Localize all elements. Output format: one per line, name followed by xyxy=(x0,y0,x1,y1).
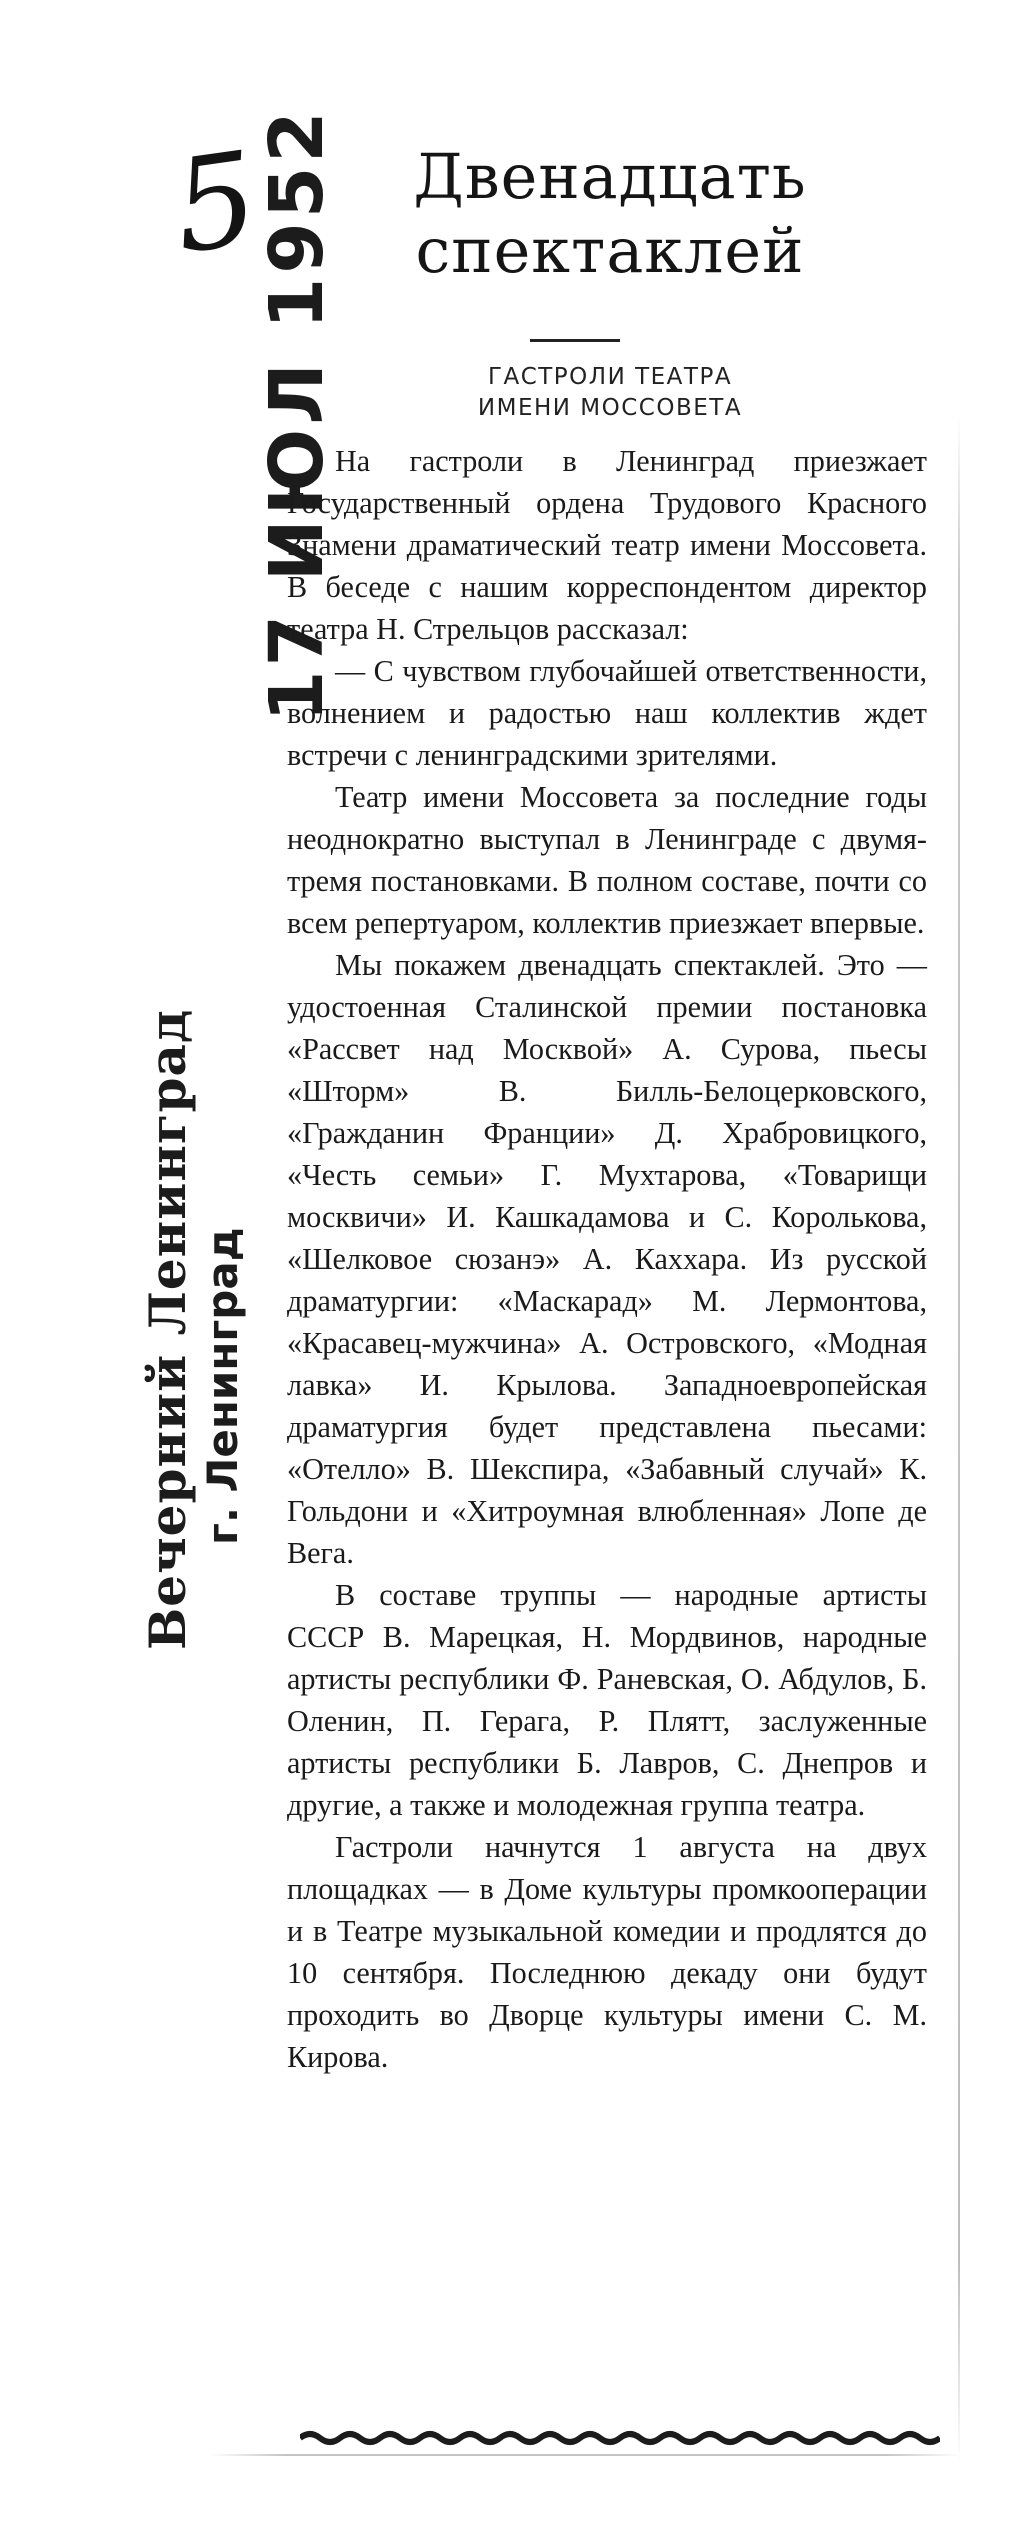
clipping-number: 5 xyxy=(164,124,267,283)
article-paragraph: Мы покажем двенадцать спектаклей. Это — удостоенная Сталинской премии постановка «Рассвет над Москвой» А. Сурова, пьесы «Шторм» В. Билль-Белоцерковского, «Гражданин Франции» Д. Храбровицкого, «Честь семьи» Г. Мухтарова, «Товарищи москвичи» И. Кашкадамова и С. Королькова, «Шелковое сюзанэ» А. Каххара. Из русской драматургии: «Маскарад» М. Лермонтова, «Красавец-мужчина» А. Островского, «Модная лавка» И. Крылова. Западноевропейская драматургия будет представлена пьесами: «Отелло» В. Шекспира, «Забавный случай» К. Гольдони и «Хитроумная влюбленная» Лопе де Вега. xyxy=(287,948,927,1570)
article-paragraph: Театр имени Моссовета за последние годы неоднократно выступал в Ленинграде с двумя-тремя постановками. В полном составе, почти со всем репертуаром, коллектив приезжает впервые. xyxy=(287,780,927,940)
article-body xyxy=(287,440,927,2078)
article-paragraph: — С чувством глубочайшей ответственности, волнением и радостью наш коллектив ждет встречи с ленинградскими зрителями. xyxy=(287,654,927,772)
article-paragraph: Гастроли начнутся 1 августа на двух площадках — в Доме культуры промкооперации и в Театре музыкальной комедии и продлятся до 10 сентября. Последнюю декаду они будут проходить во Дворце культуры имени С. М. Кирова. xyxy=(287,1830,927,2074)
headline-line-1: Двенадцать xyxy=(413,140,807,213)
article-paragraph: На гастроли в Ленинград приезжает Государственный ордена Трудового Красного Знамени драматический театр имени Моссовета. В беседе с нашим корреспондентом директор театра Н. Стрельцов рассказал: xyxy=(287,444,927,646)
stamp-date: 17 ИЮЛ 1952 xyxy=(254,107,340,722)
subtitle-line-2: ИМЕНИ МОССОВЕТА xyxy=(477,395,743,421)
clipping-bottom-edge xyxy=(210,2454,960,2456)
article-paragraph: В составе труппы — народные артисты СССР В. Марецкая, Н. Мордвинов, народные артисты республики Ф. Раневская, О. Абдулов, Б. Оленин, П. Герага, Р. Плятт, заслуженные артисты республики Б. Лавров, С. Днепров и другие, а также и молодежная группа театра. xyxy=(287,1578,927,1822)
stamp-city: г. Ленинград xyxy=(198,1227,247,1545)
title-divider xyxy=(530,339,620,342)
stamp-newspaper-name: Вечерний Ленинград xyxy=(138,1008,197,1650)
headline xyxy=(330,140,890,288)
clipping-edge xyxy=(958,415,960,2465)
end-of-article-rule xyxy=(300,2426,940,2446)
subtitle-line-1: ГАСТРОЛИ ТЕАТРА xyxy=(487,364,733,390)
headline-line-2: спектаклей xyxy=(415,214,805,287)
subtitle xyxy=(380,362,840,424)
